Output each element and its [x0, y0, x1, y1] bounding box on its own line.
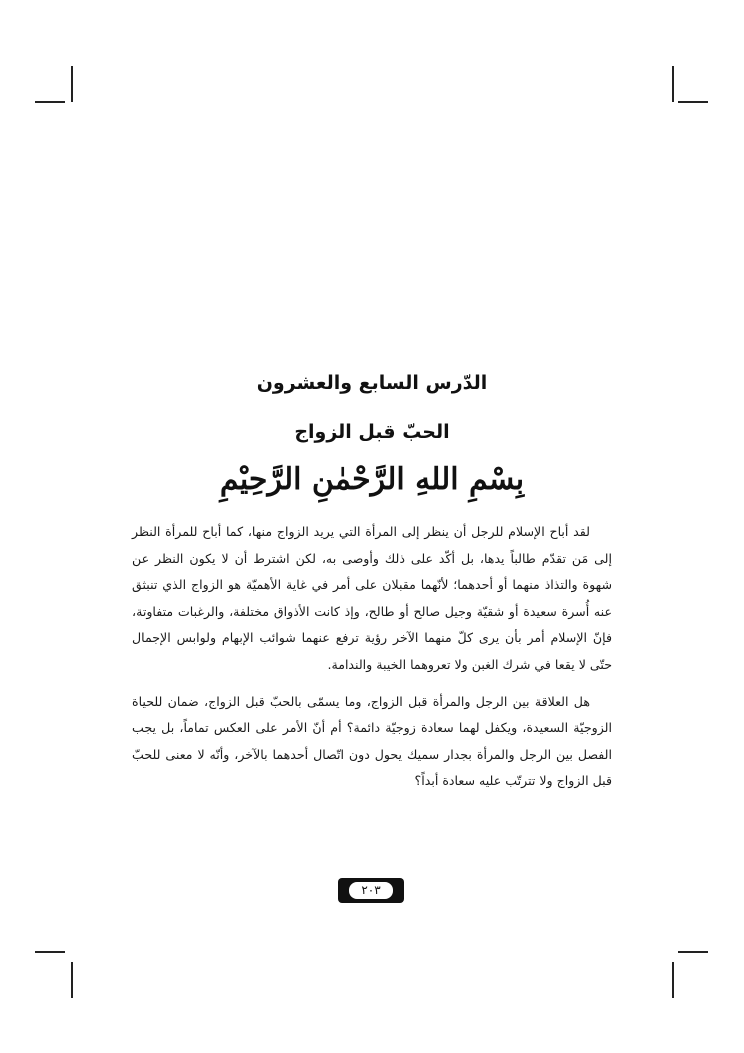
- lesson-title: الدّرس السابع والعشرون: [256, 372, 488, 394]
- crop-mark-top-left-horizontal: [35, 101, 65, 103]
- crop-mark-bottom-left-horizontal: [35, 951, 65, 953]
- page-number: ٢٠٣: [349, 882, 393, 899]
- crop-mark-top-right-horizontal: [678, 101, 708, 103]
- crop-mark-bottom-right-vertical: [672, 962, 674, 998]
- crop-mark-bottom-right-horizontal: [678, 951, 708, 953]
- lesson-subtitle: الحبّ قبل الزواج: [294, 421, 450, 443]
- body-text: [132, 519, 612, 795]
- page-number-badge: [338, 878, 404, 903]
- crop-mark-top-left-vertical: [71, 66, 73, 102]
- basmala-calligraphy: بِسْمِ اللهِ الرَّحْمٰنِ الرَّحِيْمِ: [219, 462, 525, 497]
- crop-mark-bottom-left-vertical: [71, 962, 73, 998]
- crop-mark-top-right-vertical: [672, 66, 674, 102]
- paragraph-1: لقد أباح الإسلام للرجل أن ينظر إلى المرأة التي يريد الزواج منها، كما أباح للمرأة النظر إلى مَن تقدّم طالباً يدها، بل أكّد على ذلك وأوصى به، لكن اشترط أن لا يكون النظر عن شهوة والتذاذ منهما أو أحدهما؛ لأنّهما مقبلان على أمر في غاية الأهميّة هو الزواج الذي تنبثق عنه أُسرة سعيدة أو شقيّة وجيل صالح أو طالح، وإذ كانت الأذواق مختلفة، والرغبات متفاوتة، فإنّ الإسلام أمر بأن يرى كلّ منهما الآخر رؤية ترفع عنهما شوائب الإبهام ولوابس الإجمال حتّى لا يقعا في شرك الغبن ولا تعروهما الخيبة والندامة.: [132, 524, 612, 672]
- paragraph-2: هل العلاقة بين الرجل والمرأة قبل الزواج، وما يسمّى بالحبّ قبل الزواج، ضمان للحياة الزوجيّة السعيدة، ويكفل لهما سعادة زوجيّة دائمة؟ أم أنّ الأمر على العكس تماماً، بل يجب الفصل بين الرجل والمرأة بجدار سميك يحول دون اتّصال أحدهما بالآخر، وأنّه لا معنى للحبّ قبل الزواج ولا تترتّب عليه سعادة أبداً؟: [132, 693, 612, 789]
